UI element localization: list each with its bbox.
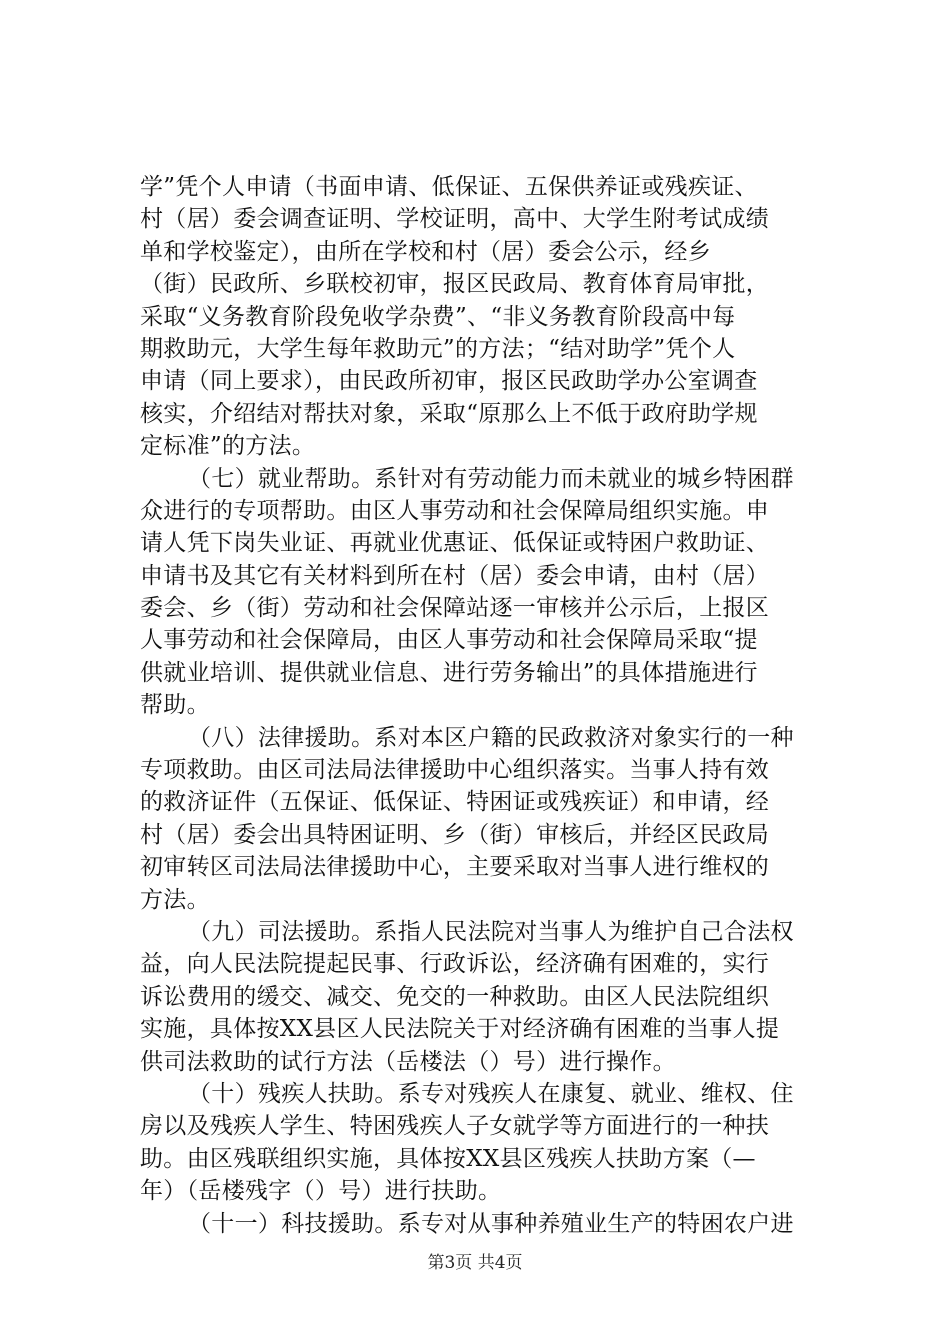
text-line: （十一）科技援助。系专对从事种养殖业生产的特困农户进 [188,1210,794,1237]
text-line: 初审转区司法局法律援助中心，主要采取对当事人进行维权的 [140,854,770,881]
text-line: 期救助元，大学生每年救助元”的方法；“结对助学”凭个人 [140,335,736,362]
text-line: 帮助。 [140,692,210,719]
text-line: 村（居）委会调查证明、学校证明，高中、大学生附考试成绩 [140,206,770,233]
text-line: 供司法救助的试行方法（岳楼法（）号）进行操作。 [140,1048,676,1075]
text-line: 学”凭个人申请（书面申请、低保证、五保供养证或残疾证、 [140,174,758,200]
text-line: 委会、乡（街）劳动和社会保障站逐一审核并公示后，上报区 [140,595,770,622]
text-line: 人事劳动和社会保障局，由区人事劳动和社会保障局采取“提 [140,627,758,654]
text-line: 诉讼费用的缓交、减交、免交的一种救助。由区人民法院组织 [140,983,770,1010]
text-line: （八）法律援助。系对本区户籍的民政救济对象实行的一种 [188,724,794,751]
text-line: 益，向人民法院提起民事、行政诉讼，经济确有困难的，实行 [140,951,770,978]
page-footer: 第3页 共4页 [427,1253,523,1273]
text-line: 实施，具体按XX县区人民法院关于对经济确有困难的当事人提 [140,1016,780,1043]
text-line: （十）残疾人扶助。系专对残疾人在康复、就业、维权、住 [188,1080,794,1107]
text-line: （七）就业帮助。系针对有劳动能力而未就业的城乡特困群 [188,465,794,492]
text-line: 单和学校鉴定），由所在学校和村（居）委会公示，经乡 [140,238,711,265]
text-line: 的救济证件（五保证、低保证、特困证或残疾证）和申请，经 [140,789,770,816]
text-line: 方法。 [140,886,210,913]
text-line: 供就业培训、提供就业信息、进行劳务输出”的具体措施进行 [140,659,758,686]
text-line: 申请书及其它有关材料到所在村（居）委会申请，由村（居） [140,562,770,589]
text-line: 房以及残疾人学生、特困残疾人子女就学等方面进行的一种扶 [140,1113,770,1140]
text-line: 助。由区残联组织实施，具体按XX县区残疾人扶助方案（— [140,1145,756,1172]
text-line: （九）司法援助。系指人民法院对当事人为维护自己合法权 [188,918,794,945]
text-line: 定标准”的方法。 [140,433,316,460]
text-line: 村（居）委会出具特困证明、乡（街）审核后，并经区民政局 [140,821,770,848]
text-line: 核实，介绍结对帮扶对象，采取“原那么上不低于政府助学规 [140,400,758,427]
text-line: 年）（岳楼残字（）号）进行扶助。 [140,1178,502,1205]
text-line: 专项救助。由区司法局法律援助中心组织落实。当事人持有效 [140,757,770,784]
text-line: 采取“义务教育阶段免收学杂费”、“非义务教育阶段高中每 [140,303,736,330]
text-line: （街）民政所、乡联校初审，报区民政局、教育体育局审批， [140,271,770,298]
text-line: 众进行的专项帮助。由区人事劳动和社会保障局组织实施。申 [140,497,770,524]
text-line: 请人凭下岗失业证、再就业优惠证、低保证或特困户救助证、 [140,530,770,557]
document-body [140,171,830,1240]
text-line: 申请（同上要求），由民政所初审，报区民政助学办公室调查 [140,368,758,395]
